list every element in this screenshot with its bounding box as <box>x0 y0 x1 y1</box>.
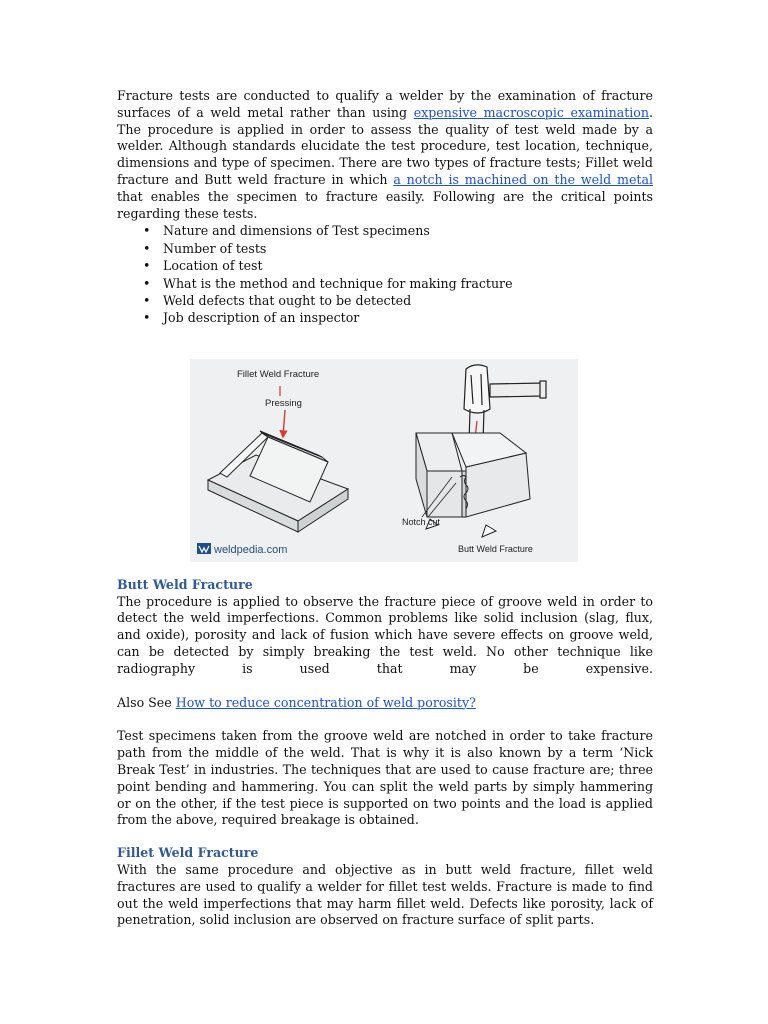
list-item: • Location of test <box>163 257 653 274</box>
weldpedia-logo <box>197 543 287 556</box>
also-see-prefix: Also See <box>117 694 176 710</box>
document-content <box>117 88 653 929</box>
notch-machined-link[interactable]: a notch is machined on the weld metal <box>393 171 654 187</box>
weld-porosity-link[interactable]: How to reduce concentration of weld porosity? <box>175 694 476 710</box>
list-item: • What is the method and technique for making fracture <box>163 275 653 292</box>
nick-break-paragraph: Test specimens taken from the groove weld are notched in order to take fracture path from the middle of the weld. That is why it is also known by a term ‘Nick Break Test’ in industries. The techniques that are used to cause fracture are; three point bending and hammering. You can split the weld parts by simply hammering or on the other, if the test piece is supported on two points and the load is applied from the above, required breakage is obtained. <box>117 728 653 828</box>
list-item: • Number of tests <box>163 240 653 257</box>
fillet-weld-paragraph: With the same procedure and objective as in butt weld fracture, fillet weld fractures are used to qualify a welder for fillet test welds. Fracture is made to find out the weld imperfections that may harm fillet weld. Defects like porosity, lack of penetration, solid inclusion are observed on fracture surface of split parts. <box>117 861 653 928</box>
list-item: • Job description of an inspector <box>163 309 653 326</box>
intro-text-3: that enables the specimen to fracture easily. Following are the critical points regarding these tests. <box>117 188 653 221</box>
fillet-weld-specimen <box>208 431 348 532</box>
butt-weld-paragraph: The procedure is applied to observe the fracture piece of groove weld in order to detect the weld imperfections. Common problems like solid inclusion (slag, flux, and oxide), porosity and lack of fusion which have severe effects on groove weld, can be detected by simply breaking the test weld. No other technique like radiography is used that may be expensive. <box>117 593 653 676</box>
macroscopic-examination-link[interactable]: expensive macroscopic examination <box>413 104 649 120</box>
fillet-figure-title: Fillet Weld Fracture <box>237 368 320 380</box>
weldpedia-logo-text: weldpedia.com <box>214 543 288 556</box>
list-item: • Weld defects that ought to be detected <box>163 292 653 309</box>
intro-paragraph <box>117 88 653 222</box>
list-item: • Nature and dimensions of Test specimens <box>163 222 653 239</box>
notch-cut-label: Notch cut <box>402 516 441 527</box>
weld-fracture-figure <box>190 359 578 562</box>
butt-figure-title: Butt Weld Fracture <box>458 543 533 554</box>
intro-text-1: Fracture tests are conducted to qualify a welder by the examination of fracture surfaces of a weld metal rather than using <box>117 88 653 120</box>
pressing-label: Pressing <box>265 397 302 409</box>
butt-weld-heading: Butt Weld Fracture <box>117 576 253 592</box>
critical-points-list <box>117 222 653 326</box>
also-see-line <box>117 695 653 712</box>
pressing-arrow <box>283 410 285 437</box>
weld-fracture-illustration <box>190 359 578 562</box>
intro-text-2: . The procedure is applied in order to assess the quality of test weld made by a welder. Although standards elucidate the test procedure, test location, technique, dimensions and type of specimen. There are two types of fracture tests; Fillet weld fracture and Butt weld fracture in which <box>117 104 654 187</box>
fillet-weld-heading: Fillet Weld Fracture <box>117 845 259 861</box>
